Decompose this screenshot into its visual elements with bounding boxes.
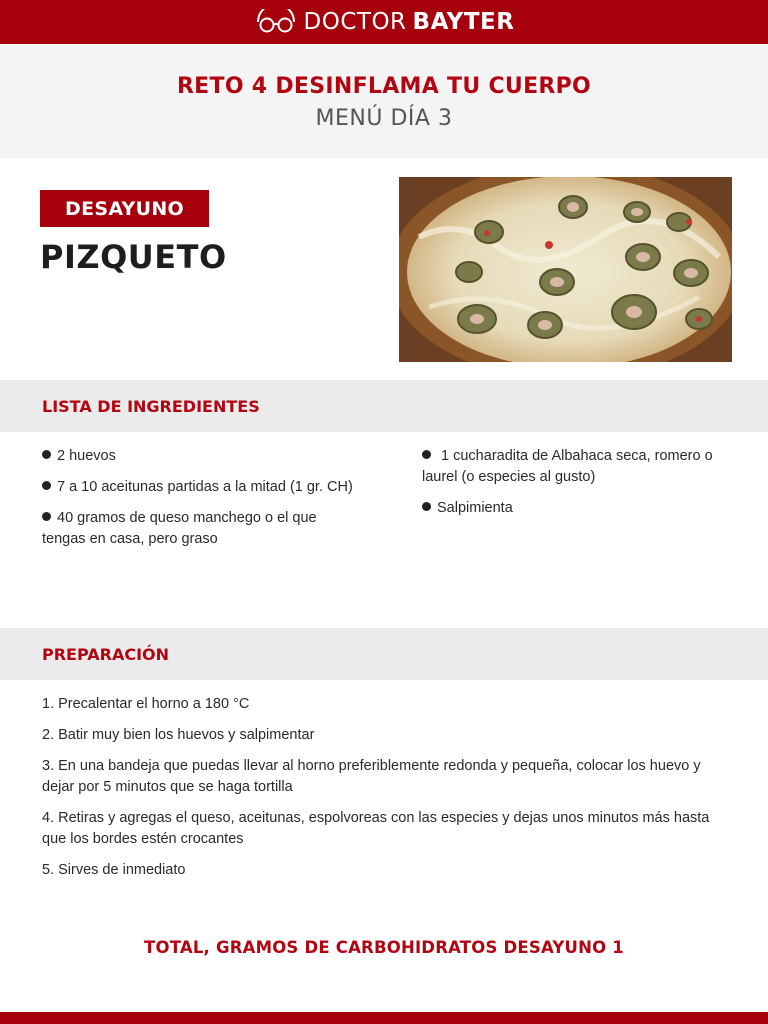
carb-total: TOTAL, GRAMOS DE CARBOHIDRATOS DESAYUNO 1 bbox=[144, 938, 624, 957]
preparation-header-band bbox=[0, 628, 768, 680]
bullet-icon bbox=[42, 450, 51, 459]
ingredients-heading: LISTA DE INGREDIENTES bbox=[42, 397, 260, 416]
page-subtitle: MENÚ DÍA 3 bbox=[315, 106, 453, 131]
step-item: 4. Retiras y agregas el queso, aceitunas, espolvoreas con las especies y dejas unos minutos más hasta que los bordes estén crocantes bbox=[42, 810, 710, 847]
brand-name-light: DOCTOR bbox=[303, 9, 407, 35]
meal-badge: DESAYUNO bbox=[40, 190, 209, 227]
page-title: RETO 4 DESINFLAMA TU CUERPO bbox=[176, 74, 592, 99]
bottom-bar bbox=[0, 1012, 768, 1024]
step-item: 1. Precalentar el horno a 180 °C bbox=[42, 696, 250, 712]
step-item: 5. Sirves de inmediato bbox=[42, 862, 186, 878]
bullet-icon bbox=[422, 502, 431, 511]
pizza-photo bbox=[399, 177, 732, 362]
glasses-icon bbox=[254, 9, 298, 35]
dish-title: PIZQUETO bbox=[40, 238, 227, 276]
step-item: 2. Batir muy bien los huevos y salpimentar bbox=[42, 727, 315, 743]
ingredient-item: 7 a 10 aceitunas partidas a la mitad (1 gr. CH) bbox=[42, 477, 362, 498]
ingredients-list-left bbox=[42, 446, 362, 560]
brand-logo bbox=[254, 9, 515, 35]
ingredient-item: 1 cucharadita de Albahaca seca, romero o laurel (o especies al gusto) bbox=[422, 448, 713, 485]
ingredients-list-right bbox=[422, 446, 742, 529]
brand-name-bold: BAYTER bbox=[412, 9, 515, 35]
ingredient-item: 40 gramos de queso manchego o el que tengas en casa, pero graso bbox=[42, 510, 317, 547]
ingredient-item: 2 huevos bbox=[42, 446, 362, 467]
bullet-icon bbox=[42, 512, 51, 521]
preparation-steps bbox=[42, 694, 732, 891]
hero-header bbox=[0, 44, 768, 158]
ingredients-header-band bbox=[0, 380, 768, 432]
preparation-heading: PREPARACIÓN bbox=[42, 645, 170, 664]
step-item: 3. En una bandeja que puedas llevar al horno preferiblemente redonda y pequeña, colocar los huevo y dejar por 5 minutos que se haga tortilla bbox=[42, 758, 701, 795]
ingredient-item: Salpimienta bbox=[422, 498, 742, 519]
top-bar bbox=[0, 0, 768, 44]
bullet-icon bbox=[42, 481, 51, 490]
bullet-icon bbox=[422, 450, 431, 459]
